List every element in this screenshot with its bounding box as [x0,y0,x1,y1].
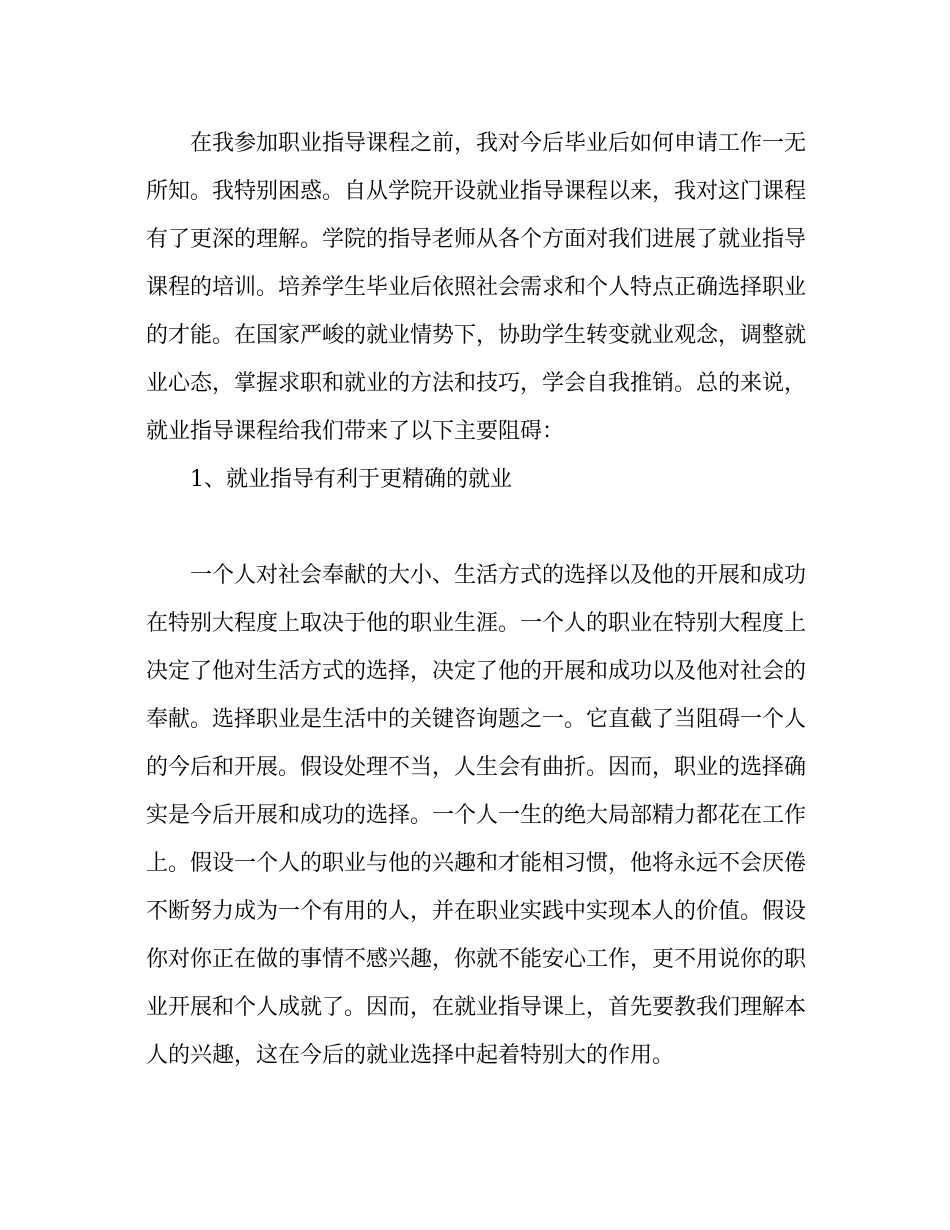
paragraph-1-line-6: 业心态，掌握求职和就业的方法和技巧，学会自我推销。总的来说， [146,371,806,396]
paragraph-2-line-4: 奉献。选择职业是生活中的关键咨询题之一。它直截了当阻碍一个人 [146,707,806,732]
paragraph-2-line-2: 在特别大程度上取决于他的职业生涯。一个人的职业在特别大程度上 [146,611,806,636]
paragraph-1-line-4: 课程的培训。培养学生毕业后依照社会需求和个人特点正确选择职业 [146,275,806,300]
paragraph-2-line-3: 决定了他对生活方式的选择，决定了他的开展和成功以及他对社会的 [146,659,806,684]
paragraph-2-line-11: 人的兴趣，这在今后的就业选择中起着特别大的作用。 [146,1043,675,1068]
paragraph-1-line-1: 在我参加职业指导课程之前，我对今后毕业后如何申请工作一无 [190,131,806,156]
paragraph-1-line-5: 的才能。在国家严峻的就业情势下，协助学生转变就业观念，调整就 [146,323,806,348]
paragraph-2-line-7: 上。假设一个人的职业与他的兴趣和才能相习惯，他将永远不会厌倦 [146,851,806,876]
paragraph-2-line-5: 的今后和开展。假设处理不当，人生会有曲折。因而，职业的选择确 [146,755,806,780]
paragraph-2-line-8: 不断努力成为一个有用的人，并在职业实践中实现本人的价值。假设 [146,899,806,924]
paragraph-2-line-6: 实是今后开展和成功的选择。一个人一生的绝大局部精力都花在工作 [146,803,806,828]
paragraph-2-line-10: 业开展和个人成就了。因而，在就业指导课上，首先要教我们理解本 [146,995,806,1020]
paragraph-2-line-1: 一个人对社会奉献的大小、生活方式的选择以及他的开展和成功 [190,563,806,588]
paragraph-1-line-7: 就业指导课程给我们带来了以下主要阻碍： [146,419,565,444]
paragraph-2-line-9: 你对你正在做的事情不感兴趣，你就不能安心工作，更不用说你的职 [146,947,806,972]
paragraph-1-line-3: 有了更深的理解。学院的指导老师从各个方面对我们进展了就业指导 [146,227,806,252]
paragraph-1-line-2: 所知。我特别困惑。自从学院开设就业指导课程以来，我对这门课程 [146,179,806,204]
section-heading-1: 1、就业指导有利于更精确的就业 [190,467,512,492]
